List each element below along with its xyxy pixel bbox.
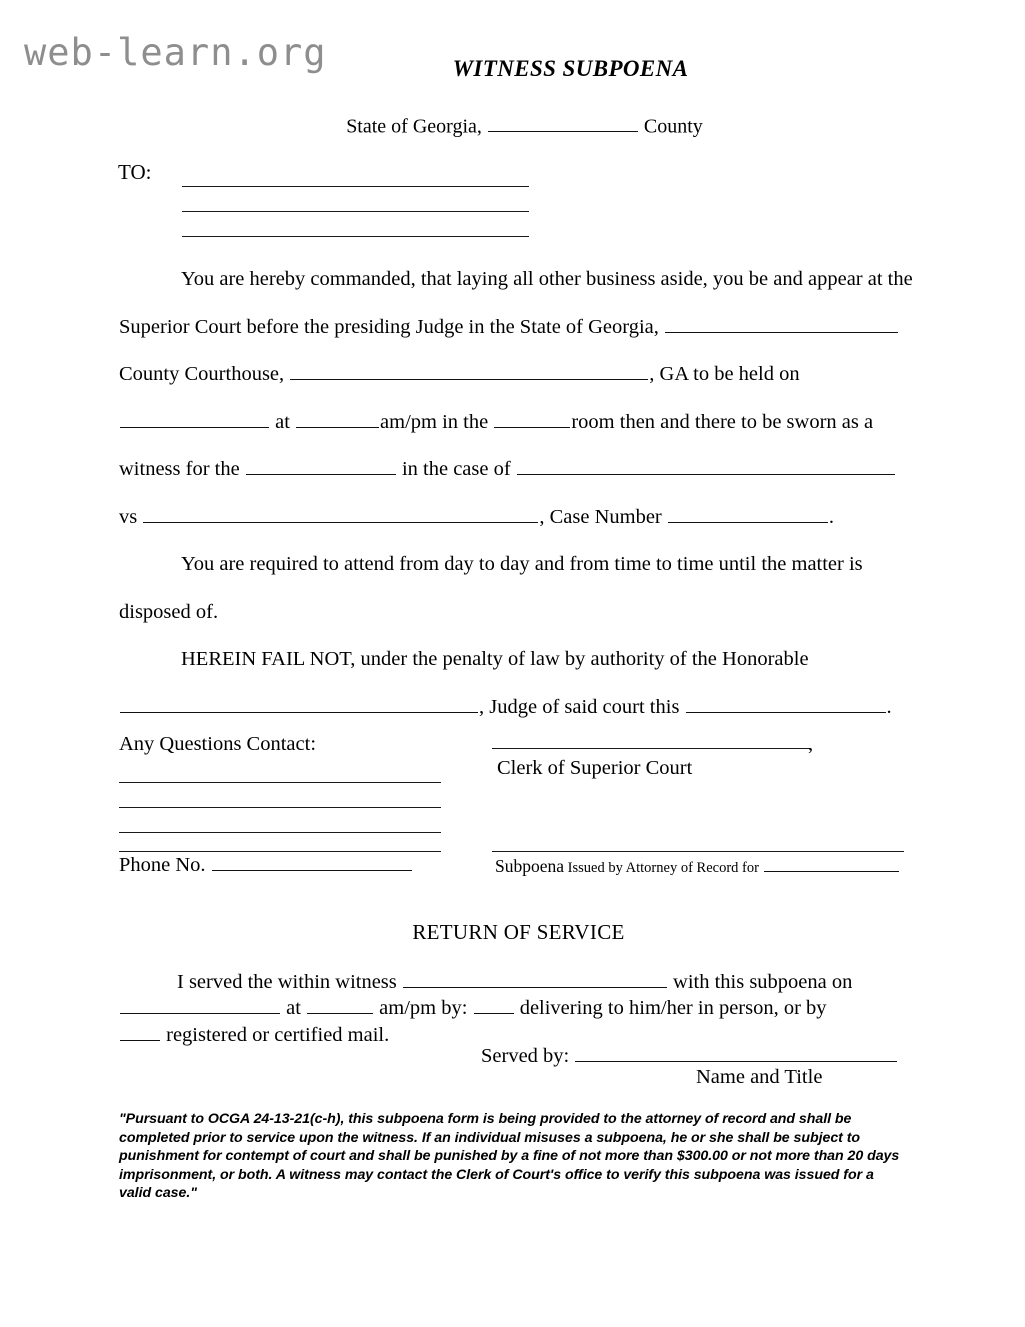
attendance-paragraph [119,541,909,636]
ros-line-2 [119,994,909,1020]
date-blank[interactable] [120,408,269,428]
page-title [0,56,1025,82]
command-line-4 [119,399,909,447]
contact-blank-line-1[interactable] [119,782,441,783]
name-and-title-label: Name and Title [696,1066,823,1088]
witness-for-label: witness for the [119,458,240,480]
attorney-signature-blank[interactable] [492,851,904,852]
in-case-of-label: in the case of [401,458,511,480]
case-number-label: , Case Number [539,505,662,528]
phone-label: Phone No. [119,853,206,876]
ros-date-blank[interactable] [120,994,280,1014]
ros-time-blank[interactable] [307,994,373,1014]
ampm-label: am/pm in the [380,410,489,433]
to-label: TO: [118,160,152,184]
ros-served-witness-label: I served the within witness [177,970,397,993]
clerk-signature-blank[interactable] [492,748,810,749]
contact-label: Any Questions Contact: [119,733,317,755]
command-line-5 [119,446,909,494]
served-by-blank[interactable] [575,1042,897,1062]
ros-witness-name-blank[interactable] [403,968,667,988]
ros-with-subpoena-label: with this subpoena on [673,970,853,993]
clerk-comma: , [808,733,814,755]
room-suffix: room then and there to be sworn as a [571,410,874,433]
ros-ampm-label: am/pm by: [379,997,468,1020]
attorney-issued-by-text: Issued by Attorney of Record for [567,860,759,876]
clerk-of-superior-court-label: Clerk of Superior Court [497,757,693,779]
judge-county-blank[interactable] [665,313,898,333]
attorney-subpoena-word: Subpoena [495,856,565,876]
site-watermark: web-learn.org [24,31,327,74]
case-number-period: . [828,505,835,528]
judge-date-blank[interactable] [686,693,886,713]
return-of-service-block [119,968,909,1047]
command-line-1: You are hereby commanded, that laying all other business aside, you be and appear at the [181,268,913,290]
to-blank-line-2[interactable] [182,211,529,212]
herein-fail-not-paragraph [119,636,909,731]
command-line-2 [119,304,909,352]
judge-of-court-label: , Judge of said court this [479,695,680,718]
courthouse-blank[interactable] [290,360,648,380]
vs-label: vs [119,505,138,528]
attendance-line-1: You are required to attend from day to day and from time to time until the matter is [181,553,863,575]
ros-delivering-label: delivering to him/her in person, or by [519,997,827,1020]
to-blank-line-1[interactable] [182,186,529,187]
room-blank[interactable] [494,408,570,428]
ros-line-1 [119,968,909,994]
statute-footer-note: "Pursuant to OCGA 24-13-21(c-h), this subpoena form is being provided to the attorney of record and shall be completed prior to service upon the witness. If an individual misuses a subpoena, he or she shall be subject to punishment for contempt of court and shall be punished by a fine of not more than $300.00 or not more than 20 days imprisonment, or both. A witness may contact the Clerk of Court's office to verify this subpoena was issued for a valid case." [119,1111,900,1202]
state-label: State of Georgia, [346,115,482,138]
witness-party-blank[interactable] [246,455,396,475]
county-label: County [643,115,703,138]
ros-mail-label: registered or certified mail. [166,1023,390,1046]
command-line-2-text: Superior Court before the presiding Judge in the State of Georgia, [119,315,659,338]
ros-person-checkbox-blank[interactable] [474,994,514,1014]
herein-fail-not-line: HEREIN FAIL NOT, under the penalty of law by authority of the Honorable [181,648,809,670]
return-of-service-title: RETURN OF SERVICE [412,920,625,944]
attendance-line-2: disposed of. [119,600,219,623]
state-county-line [0,113,1025,138]
judge-signature-line [119,684,909,732]
time-blank[interactable] [296,408,379,428]
case-defendant-blank[interactable] [143,503,538,523]
judge-period: . [886,695,892,718]
contact-blank-line-2[interactable] [119,807,441,808]
phone-blank[interactable] [212,851,412,871]
judge-name-blank[interactable] [120,693,478,713]
case-number-blank[interactable] [668,503,828,523]
contact-blank-line-3[interactable] [119,832,441,833]
command-paragraph [119,256,913,541]
command-line-3 [119,351,909,399]
case-plaintiff-blank[interactable] [517,455,895,475]
ros-mail-checkbox-blank[interactable] [120,1021,160,1041]
attorney-name-blank[interactable] [764,858,899,872]
served-by-row [481,1042,898,1068]
served-by-label: Served by: [481,1044,570,1067]
county-blank[interactable] [488,113,638,132]
phone-row [119,851,413,877]
ros-at-label: at [286,997,301,1020]
attorney-of-record-row [495,856,900,877]
at-label: at [275,410,290,433]
courthouse-suffix: , GA to be held on [649,363,800,385]
page-title-text: WITNESS SUBPOENA [452,56,689,81]
courthouse-label: County Courthouse, [119,363,285,385]
to-blank-line-3[interactable] [182,236,529,237]
command-line-6 [119,494,909,542]
